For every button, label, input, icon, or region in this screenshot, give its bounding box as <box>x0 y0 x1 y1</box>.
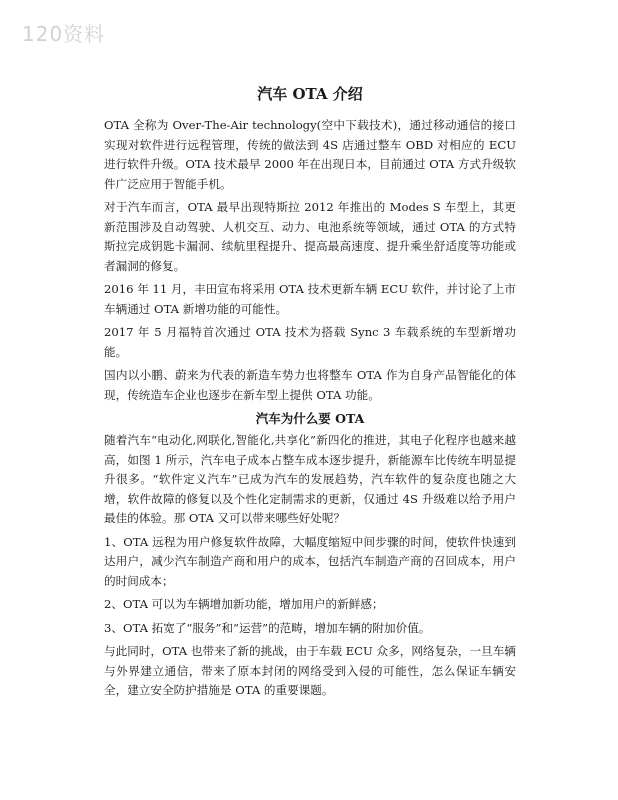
paragraph-challenges: 与此同时，OTA 也带来了新的挑战，由于车载 ECU 众多，网络复杂，一旦车辆与外界建立通信，带来了原本封闭的网络受到入侵的可能性，怎么保证车辆安全，建立安全防护措施是 OTA 的重要课题。 <box>104 644 516 697</box>
section-heading-why-ota: 汽车为什么要 OTA <box>255 411 365 426</box>
paragraph-intro-ford: 2017 年 5 月福特首次通过 OTA 技术为搭载 Sync 3 车载系统的车型新增功能。 <box>104 325 516 359</box>
paragraph-intro-toyota: 2016 年 11 月，丰田宣布将采用 OTA 技术更新车辆 ECU 软件，并讨论了上市车辆通过 OTA 新增功能的可能性。 <box>104 282 516 316</box>
watermark-logo: 120资料 <box>22 22 106 46</box>
paragraph-benefit-3: 3、OTA 拓宽了“服务”和“运营”的范畴，增加车辆的附加价值。 <box>104 620 431 635</box>
paragraph-benefit-2: 2、OTA 可以为车辆增加新功能，增加用户的新鲜感； <box>104 597 384 611</box>
paragraph-intro-domestic: 国内以小鹏、蔚来为代表的新造车势力也将整车 OTA 作为自身产品智能化的体现，传统造车企业也逐步在新车型上提供 OTA 功能。 <box>104 368 516 402</box>
paragraph-intro-tesla: 对于汽车而言，OTA 最早出现特斯拉 2012 年推出的 Modes S 车型上，其更新范围涉及自动驾驶、人机交互、动力、电池系统等领域，通过 OTA 的方式特斯拉完成钥匙卡漏洞、续航里程提升、提高最高速度、提升乘坐舒适度等功能或者漏洞的修复。 <box>104 200 516 273</box>
paragraph-benefit-1: 1、OTA 远程为用户修复软件故障，大幅度缩短中间步骤的时间，使软件快速到达用户，减少汽车制造产商和用户的成本，包括汽车制造产商的召回成本，用户的时间成本； <box>104 534 516 588</box>
paragraph-intro-definition: OTA 全称为 Over-The-Air technology(空中下载技术)，通过移动通信的接口实现对软件进行远程管理，传统的做法到 4S 店通过整车 OBD 对相应的 ECU 进行软件升级。OTA 技术最早 2000 年在出现日本，目前通过 OTA 方式升级软件广泛应用于智能手机。 <box>104 118 516 191</box>
document-title: 汽车 OTA 介绍 <box>257 85 363 103</box>
document-body <box>104 84 516 705</box>
paragraph-why-background: 随着汽车“电动化,网联化,智能化,共享化”新四化的推进，其电子化程序也越来越高，如图 1 所示，汽车电子成本占整车成本逐步提升，新能源车比传统车明显提升很多。“软件定义汽车”已成为汽车的发展趋势，汽车软件的复杂度也随之大增，软件故障的修复以及个性化定制需求的更新，仅通过 4S 升级难以给予用户最佳的体验。那 OTA 又可以带来哪些好处呢？ <box>104 433 516 525</box>
